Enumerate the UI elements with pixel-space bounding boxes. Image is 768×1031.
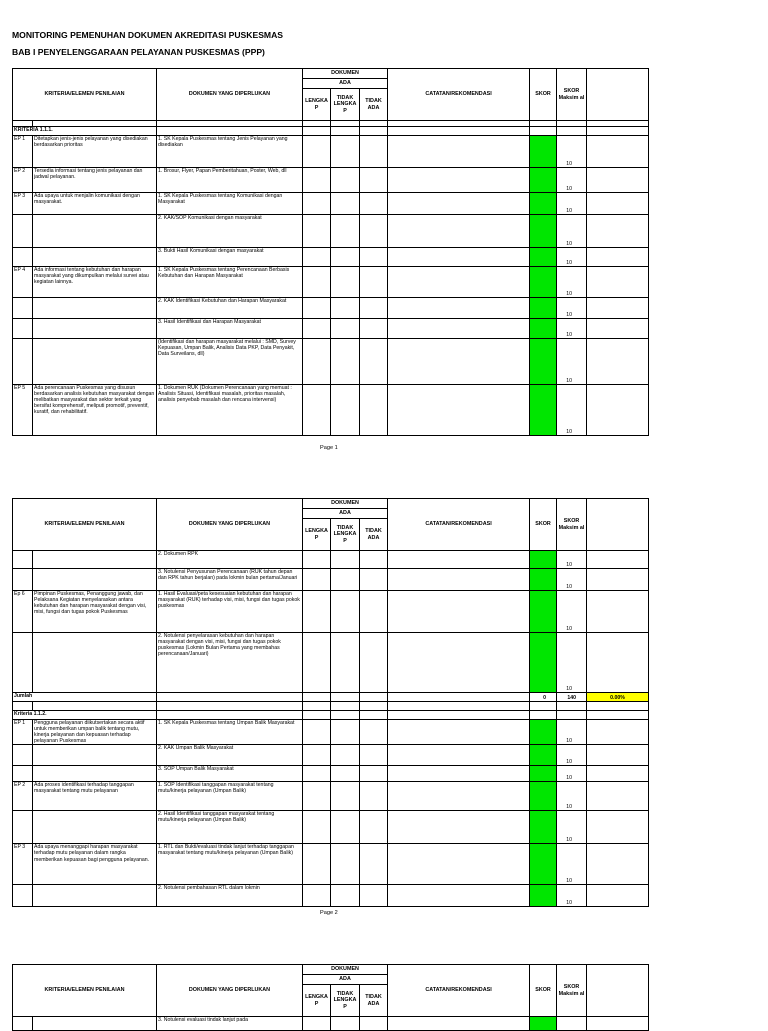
required-document: 3. Hasil Identifikasi dan Harapan Masyarakat — [157, 319, 303, 339]
table-row — [13, 633, 649, 693]
cell-catatan[interactable] — [388, 339, 530, 385]
required-document: 2. KAK Identifikasi Kebutuhan dan Harapan Masyarakat — [157, 298, 303, 319]
cell-skor-max: 10 — [557, 136, 587, 168]
ep-code: EP 3 — [13, 193, 33, 215]
page1-table — [12, 68, 649, 436]
page-number-1: Page 1 — [320, 445, 338, 451]
cell-skor-max: 10 — [557, 298, 587, 319]
table-row — [13, 745, 649, 766]
cell-catatan[interactable] — [388, 298, 530, 319]
required-document: 1. Hasil Evaluasi/peta kesesuaian kebutuhan dan harapan masyarakat (RUK) terhadap visi, misi, fungsi dan tugas pokok puskesmas — [157, 591, 303, 633]
table-row — [13, 215, 649, 248]
table-row — [13, 319, 649, 339]
kriteria-label: Kriteria 1.1.2. — [13, 711, 157, 720]
required-document: 1. RTL dan Bukti/evaluasi tindak lanjut terhadap tanggapan masyarakat tentang mutu/kinerja pelayanan (Umpan Balik) — [157, 844, 303, 885]
cell-lengkap[interactable] — [303, 319, 331, 339]
header-dokumen-ada-top: DOKUMEN — [303, 69, 388, 79]
cell-skor-max: 10 — [557, 267, 587, 298]
cell-tidak-ada[interactable] — [360, 385, 388, 436]
cell-catatan[interactable] — [388, 193, 530, 215]
cell-tidak-lengkap[interactable] — [331, 215, 360, 248]
cell-skor-max: 10 — [557, 248, 587, 267]
header-dokumen: DOKUMEN YANG DIPERLUKAN — [157, 499, 303, 551]
table-row — [13, 551, 649, 569]
cell-skor[interactable] — [530, 319, 557, 339]
cell-skor-max: 10 — [557, 885, 587, 907]
cell-skor[interactable] — [530, 811, 557, 844]
cell-lengkap[interactable] — [303, 385, 331, 436]
required-document: 2. KAK Umpan Balik Masyarakat — [157, 745, 303, 766]
criteria-description: Ditetapkan jenis-jenis pelayanan yang disediakan berdasarkan prioritas — [33, 136, 157, 168]
cell-skor[interactable] — [530, 591, 557, 633]
header-tidak-ada: TIDAK ADA — [360, 89, 388, 121]
cell-lengkap[interactable] — [303, 885, 331, 907]
required-document: 1. SK Kepala Puskesmas tentang Perencanaan Berbasis Kebutuhan dan Harapan Masyarakat — [157, 267, 303, 298]
criteria-description — [33, 569, 157, 591]
jumlah-row — [13, 693, 649, 702]
criteria-description — [33, 248, 157, 267]
jumlah-skor: 0 — [530, 693, 557, 702]
criteria-description: Tersedia informasi tentang jenis pelayanan dan jadwal pelayanan. — [33, 168, 157, 193]
header-tidak-lengkap: TIDAK LENGKA P — [331, 89, 360, 121]
header-skor: SKOR — [530, 499, 557, 551]
required-document: (Identifikasi dan harapan masyarakat melalui : SMD, Survey Kepuasan, Umpan Balik, Analisis Data PKP, Data Penyakit, Data Surveilans, dll) — [157, 339, 303, 385]
criteria-description: Pimpinan Puskesmas, Penanggung jawab, dan Pelaksana Kegiatan menyelaraskan antara kebutuhan dan harapan masyarakat dengan visi, misi, fungsi dan tugas pokok Puskesmas — [33, 591, 157, 633]
ep-code: EP 2 — [13, 168, 33, 193]
header-skor-max: SKOR Maksim al — [557, 499, 587, 551]
cell-catatan[interactable] — [388, 633, 530, 693]
header-skor: SKOR — [530, 69, 557, 121]
required-document: 2. Notulensi penyelarasan kebutuhan dan harapan masyarakat dengan visi, misi, fungsi dan tugas pokok puskesmas (Lokmin Bulan Pertama yang membahas perencanaan/Januari) — [157, 633, 303, 693]
cell-tidak-ada[interactable] — [360, 782, 388, 811]
ep-code — [13, 569, 33, 591]
required-document: 1. Brosur, Flyer, Papan Pemberitahuan, Poster, Web, dll — [157, 168, 303, 193]
cell-tidak-ada[interactable] — [360, 720, 388, 745]
required-document: 2. Hasil Identifikasi tanggapan masyarakat tentang mutu/kinerja pelayanan (Umpan Balik) — [157, 811, 303, 844]
cell-tidak-ada[interactable] — [360, 569, 388, 591]
cell-catatan[interactable] — [388, 782, 530, 811]
cell-tidak-ada[interactable] — [360, 885, 388, 907]
kriteria-row-1-1-2 — [13, 711, 649, 720]
cell-tidak-ada[interactable] — [360, 745, 388, 766]
cell-lengkap[interactable] — [303, 569, 331, 591]
required-document: 3. SOP Umpan Balik Masyarakat — [157, 766, 303, 782]
page3-table — [12, 964, 649, 1031]
cell-skor[interactable] — [530, 745, 557, 766]
cell-skor-max: 10 — [557, 720, 587, 745]
cell-skor[interactable] — [530, 168, 557, 193]
cell-skor[interactable] — [530, 193, 557, 215]
cell-tidak-ada[interactable] — [360, 193, 388, 215]
header-tidak-ada: TIDAK ADA — [360, 519, 388, 551]
table-row — [13, 591, 649, 633]
spacer-row — [13, 702, 649, 711]
table-row — [13, 720, 649, 745]
cell-tidak-ada[interactable] — [360, 339, 388, 385]
cell-lengkap[interactable] — [303, 267, 331, 298]
ep-code — [13, 885, 33, 907]
cell-skor[interactable] — [530, 339, 557, 385]
ep-code — [13, 633, 33, 693]
criteria-description: Ada perencanaan Puskesmas yang disusun berdasarkan analisis kebutuhan masyarakat dengan melibatkan masyarakat dan sektor terkait yang bersifat komprehensif, meliputi promotif, preventif, kuratif, dan rehabilitatif. — [33, 385, 157, 436]
cell-skor-max: 10 — [557, 339, 587, 385]
jumlah-percent: 0.00% — [587, 693, 649, 702]
cell-tidak-lengkap[interactable] — [331, 844, 360, 885]
cell-lengkap[interactable] — [303, 168, 331, 193]
document-title: MONITORING PEMENUHAN DOKUMEN AKREDITASI PUSKESMAS — [12, 30, 284, 40]
cell-skor-max: 10 — [557, 215, 587, 248]
header-dokumen: DOKUMEN YANG DIPERLUKAN — [157, 965, 303, 1017]
criteria-description: Pengguna pelayanan diikutsertakan secara aktif untuk memberikan umpan balik tentang mutu, kinerja pelayanan dan kepuasan terhadap pelayanan Puskesmas — [33, 720, 157, 745]
ep-code — [13, 339, 33, 385]
cell-lengkap[interactable] — [303, 551, 331, 569]
cell-tidak-ada[interactable] — [360, 766, 388, 782]
jumlah-label: Jumlah — [13, 693, 157, 702]
page-number-2: Page 2 — [320, 910, 338, 916]
table-row — [13, 298, 649, 319]
cell-tidak-ada[interactable] — [360, 319, 388, 339]
required-document: 1. Dokumen RUK (Dokumen Perencanaan yang memuat : Analisis Situasi, Identifikasi masalah, prioritas masalah, analisis penyebab masalah dan rencana intervensi) — [157, 385, 303, 436]
cell-tidak-ada[interactable] — [360, 267, 388, 298]
ep-code: EP 4 — [13, 267, 33, 298]
criteria-description — [33, 885, 157, 907]
cell-tidak-ada[interactable] — [360, 248, 388, 267]
cell-tidak-ada[interactable] — [360, 168, 388, 193]
cell-skor-max: 10 — [557, 569, 587, 591]
header-kriteria: KRITERIA/ELEMEN PENILAIAN — [13, 499, 157, 551]
cell-tidak-lengkap[interactable] — [331, 339, 360, 385]
cell-catatan[interactable] — [388, 215, 530, 248]
ep-code — [13, 551, 33, 569]
cell-skor[interactable] — [530, 766, 557, 782]
header-kriteria: KRITERIA/ELEMEN PENILAIAN — [13, 69, 157, 121]
cell-tidak-lengkap[interactable] — [331, 633, 360, 693]
cell-tidak-lengkap[interactable] — [331, 811, 360, 844]
header-dokumen: DOKUMEN YANG DIPERLUKAN — [157, 69, 303, 121]
cell-tidak-ada[interactable] — [360, 215, 388, 248]
required-document: 1. SK Kepala Puskesmas tentang Jenis Pelayanan yang disediakan — [157, 136, 303, 168]
ep-code: EP 5 — [13, 385, 33, 436]
cell-skor[interactable] — [530, 248, 557, 267]
cell-tidak-lengkap[interactable] — [331, 551, 360, 569]
cell-tidak-lengkap[interactable] — [331, 298, 360, 319]
cell-tidak-ada[interactable] — [360, 136, 388, 168]
cell-skor[interactable] — [530, 569, 557, 591]
table-row — [13, 569, 649, 591]
table-row — [13, 193, 649, 215]
cell-tidak-lengkap[interactable] — [331, 267, 360, 298]
header-dokumen-ada-top: DOKUMEN — [303, 499, 388, 509]
criteria-description — [33, 551, 157, 569]
header-tidak-lengkap: TIDAK LENGKA P — [331, 519, 360, 551]
required-document: 3. Notulensi evaluasi tindak lanjut pada — [157, 1017, 303, 1031]
header-row-top — [13, 69, 649, 79]
header-skor-max: SKOR Maksim al — [557, 69, 587, 121]
cell-catatan[interactable] — [388, 844, 530, 885]
required-document: 1. SOP Identifikasi tanggapan masyarakat tentang mutu/kinerja pelayanan (Umpan Balik) — [157, 782, 303, 811]
cell-catatan[interactable] — [388, 319, 530, 339]
cell-lengkap[interactable] — [303, 720, 331, 745]
cell-tidak-ada[interactable] — [360, 591, 388, 633]
cell-lengkap[interactable] — [303, 591, 331, 633]
cell-catatan[interactable] — [388, 885, 530, 907]
cell-catatan[interactable] — [388, 720, 530, 745]
table-row — [13, 168, 649, 193]
header-catatan: CATATAN/REKOMENDASI — [388, 965, 530, 1017]
required-document: 2. Dokumen RPK — [157, 551, 303, 569]
table-row — [13, 766, 649, 782]
header-blank — [587, 965, 649, 1017]
table-row — [13, 844, 649, 885]
header-tidak-ada: TIDAK ADA — [360, 985, 388, 1017]
header-blank — [587, 499, 649, 551]
criteria-description — [33, 766, 157, 782]
criteria-description — [33, 319, 157, 339]
cell-lengkap[interactable] — [303, 811, 331, 844]
cell-skor-max: 10 — [557, 766, 587, 782]
header-dokumen-ada-bottom: ADA — [303, 79, 388, 89]
criteria-description — [33, 745, 157, 766]
cell-tidak-lengkap[interactable] — [331, 319, 360, 339]
cell-skor-max: 10 — [557, 319, 587, 339]
cell-catatan[interactable] — [388, 267, 530, 298]
cell-tidak-lengkap[interactable] — [331, 168, 360, 193]
ep-code — [13, 248, 33, 267]
cell-skor[interactable] — [530, 844, 557, 885]
cell-tidak-lengkap[interactable] — [331, 591, 360, 633]
table-row — [13, 339, 649, 385]
cell-tidak-lengkap[interactable] — [331, 766, 360, 782]
cell-skor-max: 10 — [557, 591, 587, 633]
page2-table — [12, 498, 649, 907]
cell-catatan[interactable] — [388, 551, 530, 569]
header-row-top — [13, 965, 649, 975]
cell-skor-max: 10 — [557, 782, 587, 811]
required-document: 2. Notulensi pembahasan RTL dalam lokmin — [157, 885, 303, 907]
cell-skor-max: 10 — [557, 633, 587, 693]
cell-tidak-ada[interactable] — [360, 551, 388, 569]
cell-skor[interactable] — [530, 136, 557, 168]
cell-skor[interactable] — [530, 633, 557, 693]
cell-catatan[interactable] — [388, 248, 530, 267]
cell-lengkap[interactable] — [303, 193, 331, 215]
required-document: 3. Notulensi Penyusunan Perencanaan (RUK tahun depan dan RPK tahun berjalan) pada lokmin bulan pertama/Januari — [157, 569, 303, 591]
table-row — [13, 136, 649, 168]
cell-skor-max: 10 — [557, 811, 587, 844]
criteria-description — [33, 633, 157, 693]
required-document: 2. KAK/SOP Komunikasi dengan masyarakat — [157, 215, 303, 248]
ep-code — [13, 745, 33, 766]
cell-tidak-lengkap[interactable] — [331, 136, 360, 168]
header-tidak-lengkap: TIDAK LENGKA P — [331, 985, 360, 1017]
cell-lengkap[interactable] — [303, 298, 331, 319]
cell-tidak-ada[interactable] — [360, 811, 388, 844]
ep-code — [13, 215, 33, 248]
cell-tidak-lengkap[interactable] — [331, 745, 360, 766]
ep-code — [13, 766, 33, 782]
required-document: 1. SK Kepala Puskesmas tentang Komunikasi dengan Masyarakat — [157, 193, 303, 215]
criteria-description — [33, 215, 157, 248]
ep-code: EP 1 — [13, 720, 33, 745]
criteria-description — [33, 298, 157, 319]
table-row — [13, 811, 649, 844]
header-lengkap: LENGKA P — [303, 985, 331, 1017]
cell-skor[interactable] — [530, 298, 557, 319]
table-row — [13, 248, 649, 267]
header-catatan: CATATAN/REKOMENDASI — [388, 69, 530, 121]
cell-lengkap[interactable] — [303, 844, 331, 885]
cell-lengkap[interactable] — [303, 136, 331, 168]
ep-code: EP 2 — [13, 782, 33, 811]
table-row — [13, 267, 649, 298]
ep-code — [13, 319, 33, 339]
header-catatan: CATATAN/REKOMENDASI — [388, 499, 530, 551]
cell-tidak-lengkap[interactable] — [331, 782, 360, 811]
cell-catatan[interactable] — [388, 168, 530, 193]
criteria-description: Ada informasi tentang kebutuhan dan harapan masyarakat yang dikumpulkan melalui survei atau kegiatan lainnya. — [33, 267, 157, 298]
cell-tidak-lengkap[interactable] — [331, 885, 360, 907]
cell-catatan[interactable] — [388, 591, 530, 633]
cell-tidak-ada[interactable] — [360, 633, 388, 693]
required-document: 1. SK Kepala Puskesmas tentang Umpan Balik Masyarakat — [157, 720, 303, 745]
cell-catatan[interactable] — [388, 569, 530, 591]
cell-skor-max: 10 — [557, 844, 587, 885]
cell-lengkap[interactable] — [303, 766, 331, 782]
kriteria-row-1-1-1 — [13, 127, 649, 136]
cell-tidak-ada[interactable] — [360, 844, 388, 885]
cell-lengkap[interactable] — [303, 215, 331, 248]
ep-code: EP 3 — [13, 844, 33, 885]
ep-code: Ep 6 — [13, 591, 33, 633]
cell-skor[interactable] — [530, 385, 557, 436]
criteria-description: Ada proses identifikasi terhadap tanggapan masyarakat tentang mutu pelayanan — [33, 782, 157, 811]
cell-skor-max: 10 — [557, 745, 587, 766]
criteria-description: Ada upaya menanggapi harapan masyarakat terhadap mutu pelayanan dalam rangka memberikan kepuasan bagi pengguna pelayanan. — [33, 844, 157, 885]
cell-skor[interactable] — [530, 885, 557, 907]
criteria-description — [33, 339, 157, 385]
cell-catatan[interactable] — [388, 745, 530, 766]
header-dokumen-ada-top: DOKUMEN — [303, 965, 388, 975]
required-document: 3. Bukti Hasil Komunikasi dengan masyarakat — [157, 248, 303, 267]
cell-tidak-lengkap[interactable] — [331, 720, 360, 745]
jumlah-max: 140 — [557, 693, 587, 702]
table-row — [13, 885, 649, 907]
header-skor-max: SKOR Maksim al — [557, 965, 587, 1017]
criteria-description — [33, 811, 157, 844]
criteria-description: Ada upaya untuk menjalin komunikasi dengan masyarakat. — [33, 193, 157, 215]
cell-lengkap[interactable] — [303, 782, 331, 811]
header-skor: SKOR — [530, 965, 557, 1017]
header-lengkap: LENGKA P — [303, 89, 331, 121]
cell-skor[interactable] — [530, 720, 557, 745]
cell-skor[interactable] — [530, 267, 557, 298]
header-blank — [587, 69, 649, 121]
cell-skor[interactable] — [530, 782, 557, 811]
cell-skor[interactable] — [530, 551, 557, 569]
ep-code — [13, 811, 33, 844]
cell-skor[interactable] — [530, 215, 557, 248]
cell-skor-max: 10 — [557, 168, 587, 193]
cell-catatan[interactable] — [388, 385, 530, 436]
header-dokumen-ada-bottom: ADA — [303, 509, 388, 519]
cell-lengkap[interactable] — [303, 745, 331, 766]
cell-skor-max: 10 — [557, 193, 587, 215]
header-kriteria: KRITERIA/ELEMEN PENILAIAN — [13, 965, 157, 1017]
kriteria-label: KRITERIA 1.1.1. — [13, 127, 157, 136]
cell-lengkap[interactable] — [303, 248, 331, 267]
cell-tidak-lengkap[interactable] — [331, 569, 360, 591]
cell-tidak-lengkap[interactable] — [331, 385, 360, 436]
cell-tidak-ada[interactable] — [360, 298, 388, 319]
ep-code — [13, 298, 33, 319]
header-row-top — [13, 499, 649, 509]
cell-catatan[interactable] — [388, 766, 530, 782]
document-subtitle: BAB I PENYELENGGARAAN PELAYANAN PUSKESMAS (PPP) — [12, 47, 265, 57]
cell-skor-max: 10 — [557, 551, 587, 569]
cell-tidak-lengkap[interactable] — [331, 193, 360, 215]
cell-catatan[interactable] — [388, 136, 530, 168]
header-lengkap: LENGKA P — [303, 519, 331, 551]
ep-code: EP 1 — [13, 136, 33, 168]
header-dokumen-ada-bottom: ADA — [303, 975, 388, 985]
cell-catatan[interactable] — [388, 811, 530, 844]
cell-skor-max: 10 — [557, 385, 587, 436]
table-row — [13, 782, 649, 811]
table-row — [13, 385, 649, 436]
cell-lengkap[interactable] — [303, 339, 331, 385]
cell-tidak-lengkap[interactable] — [331, 248, 360, 267]
cell-lengkap[interactable] — [303, 633, 331, 693]
